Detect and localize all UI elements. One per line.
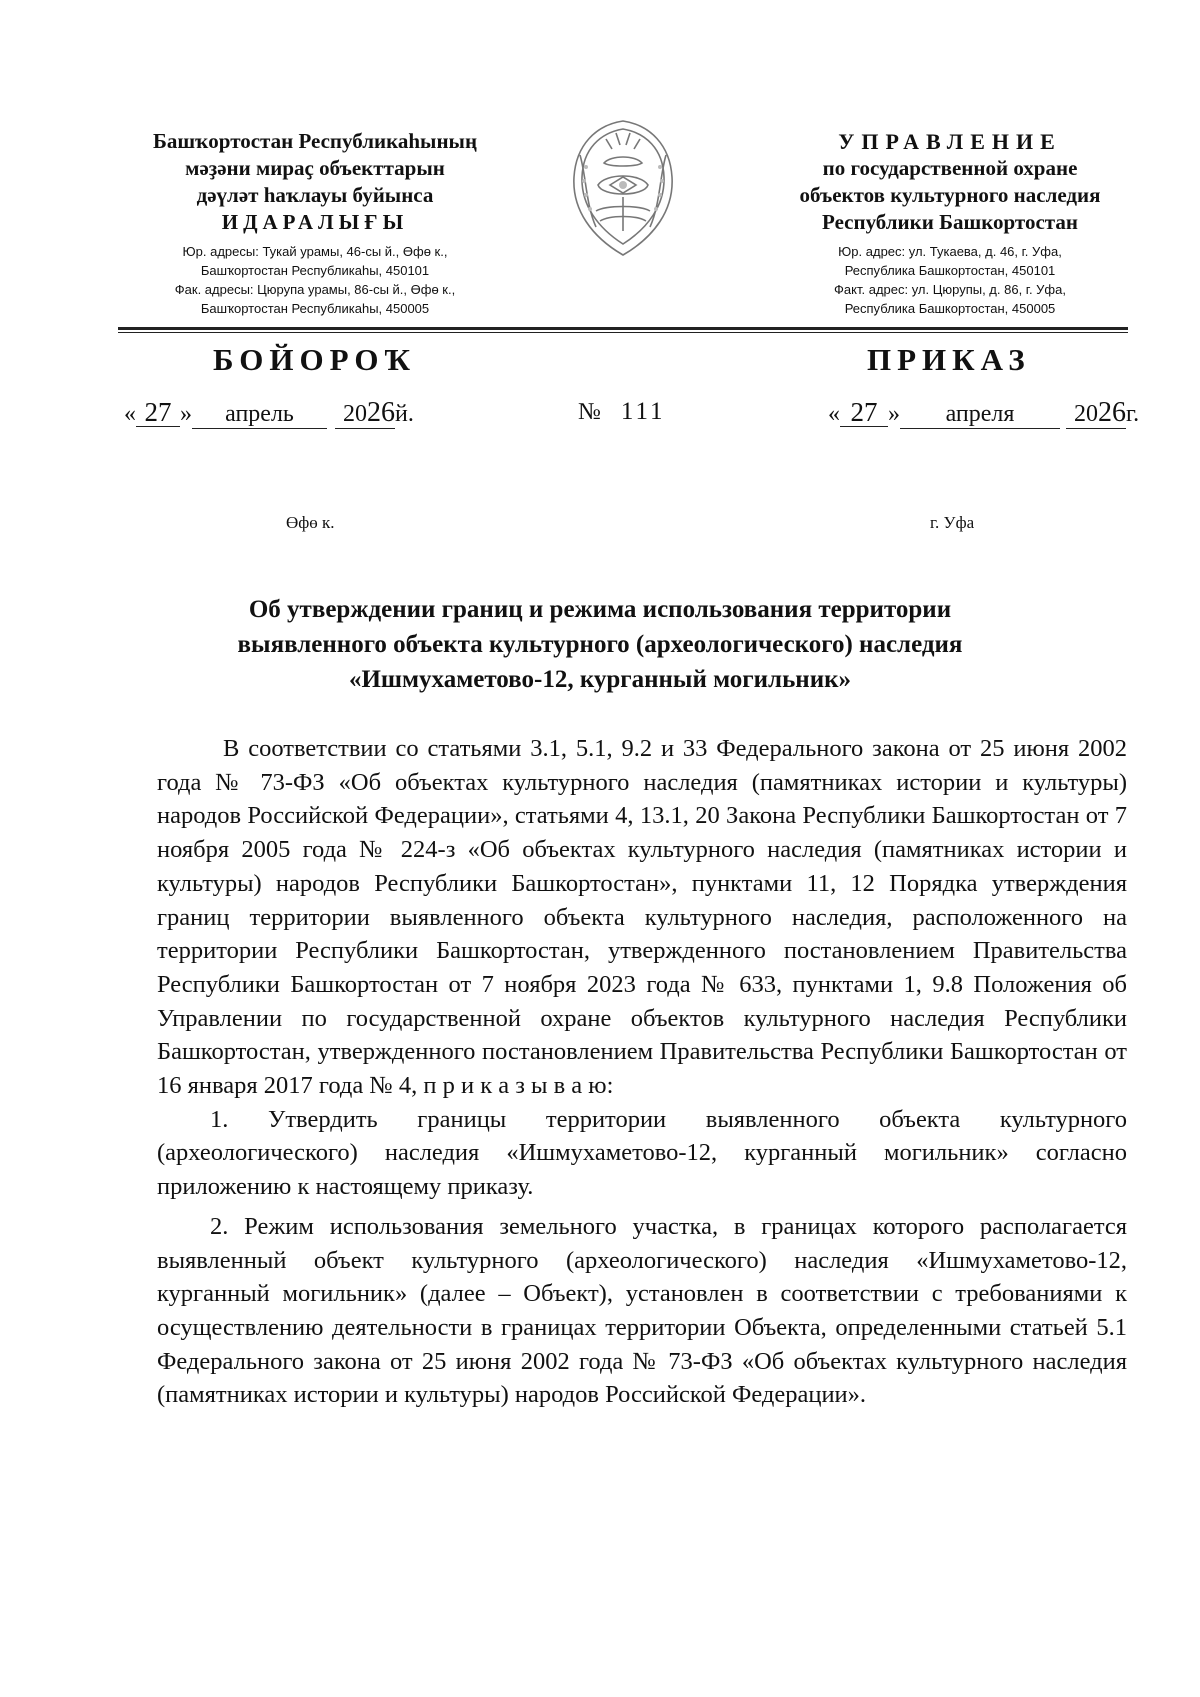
address-line: Факт. адрес: ул. Цюрупы, д. 86, г. Уфа, bbox=[834, 282, 1066, 297]
date-left bbox=[124, 398, 414, 432]
document-title bbox=[150, 592, 1050, 697]
year-prefix: 20 bbox=[343, 401, 367, 427]
form-title-russian: ПРИКАЗ bbox=[867, 342, 1031, 377]
date-day: 27 bbox=[136, 398, 180, 427]
title-line: «Ишмухаметово-12, курганный могильник» bbox=[348, 666, 852, 693]
title-line: Об утверждении границ и режима использования территории bbox=[248, 596, 952, 623]
org-name-line: объектов культурного наследия bbox=[799, 183, 1101, 207]
order-item-2: 2. Режим использования земельного участка, в границах которого располагается выявленный объект культурного (археологического) наследия «Ишмухаметово-12, курганный могильник» (далее – Объект), установлен в соответствии с требованиями к осуществлению деятельности в границах территории Объекта, определенными статьей 5.1 Федерального закона от 25 июня 2002 года № 73-ФЗ «Об объектах культурного наследия (памятниках истории и культуры) народов Российской Федерации». bbox=[157, 1212, 1127, 1409]
address-block-right bbox=[760, 242, 1140, 318]
city-left: Өфө к. bbox=[286, 513, 335, 532]
org-name-line: Башҡортостан Республикаһының bbox=[152, 129, 478, 153]
address-line: Юр. адрес: ул. Тукаева, д. 46, г. Уфа, bbox=[838, 244, 1062, 259]
header-divider-thin bbox=[118, 332, 1128, 333]
preamble-paragraph: В соответствии со статьями 3.1, 5.1, 9.2 и 33 Федерального закона от 25 июня 2002 года № 73-ФЗ «Об объектах культурного наследия (памятниках истории и культуры) народов Российской Федерации», статьями 4, 13.1, 20 Закона Республики Башкортостан от 7 ноября 2005 года № 224-з «Об объектах культурного наследия (памятниках истории и культуры) народов Республики Башкортостан», пунктами 11, 12 Порядка утверждения границ территории выявленного объекта культурного наследия, расположенного на территории Республики Башкортостан, утвержденного постановлением Правительства Республики Башкортостан от 7 ноября 2023 года № 633, пунктами 1, 9.8 Положения об Управлении по государственной охране объектов культурного наследия Республики Башкортостан, утвержденного постановлением Правительства Республики Башкортостан от 16 января 2017 года № 4, п р и к а з ы в а ю: bbox=[157, 735, 1127, 1100]
quote-mark: » bbox=[888, 401, 900, 427]
address-block-left bbox=[110, 242, 520, 318]
date-year bbox=[1066, 399, 1126, 429]
address-line: Юр. адресы: Тукай урамы, 46-сы й., Өфө к., bbox=[182, 244, 448, 259]
address-line: Башҡортостан Республикаһы, 450005 bbox=[200, 301, 430, 316]
address-line: Республика Башкортостан, 450005 bbox=[844, 301, 1056, 316]
quote-mark: » bbox=[180, 401, 192, 427]
org-title-russian: УПРАВЛЕНИЕ bbox=[838, 129, 1062, 154]
quote-mark: « bbox=[828, 401, 840, 427]
year-suffix: 26 bbox=[367, 397, 395, 428]
document-body bbox=[157, 732, 1127, 1412]
form-title-bashkir: БОЙОРОҠ bbox=[213, 342, 417, 377]
order-number bbox=[578, 398, 666, 432]
address-line: Фак. адресы: Цюрупа урамы, 86-сы й., Өфө к., bbox=[174, 282, 456, 297]
header-right bbox=[760, 128, 1140, 318]
date-right bbox=[828, 398, 1139, 432]
number-label: № bbox=[578, 399, 601, 425]
year-unit: й. bbox=[395, 401, 414, 427]
year-unit: г. bbox=[1126, 401, 1140, 427]
org-name-line: Республики Башкортостан bbox=[822, 210, 1078, 234]
date-month: апреля bbox=[900, 400, 1060, 429]
year-suffix: 26 bbox=[1098, 397, 1126, 428]
coat-of-arms-icon bbox=[566, 115, 680, 265]
org-name-line: дәүләт һаҡлауы буйынса bbox=[196, 183, 434, 207]
header-divider bbox=[118, 327, 1128, 330]
org-title-bashkir: ИДАРАЛЫҒЫ bbox=[221, 210, 409, 234]
header-left bbox=[110, 128, 520, 318]
title-line: выявленного объекта культурного (археологического) наследия bbox=[237, 631, 963, 658]
date-month: апрель bbox=[192, 400, 327, 429]
address-line: Башҡортостан Республикаһы, 450101 bbox=[200, 263, 430, 278]
order-item-1: 1. Утвердить границы территории выявленного объекта культурного (археологического) наследия «Ишмухаметово-12, курганный могильник» согласно приложению к настоящему приказу. bbox=[157, 1105, 1127, 1201]
org-name-line: мәҙәни мираҫ объекттарын bbox=[185, 156, 445, 180]
city-right: г. Уфа bbox=[930, 513, 975, 532]
date-year bbox=[335, 399, 395, 429]
address-line: Республика Башкортостан, 450101 bbox=[844, 263, 1056, 278]
number-value: 111 bbox=[620, 398, 666, 425]
year-prefix: 20 bbox=[1074, 401, 1098, 427]
date-day: 27 bbox=[840, 398, 888, 427]
quote-mark: « bbox=[124, 401, 136, 427]
org-name-line: по государственной охране bbox=[822, 156, 1078, 180]
